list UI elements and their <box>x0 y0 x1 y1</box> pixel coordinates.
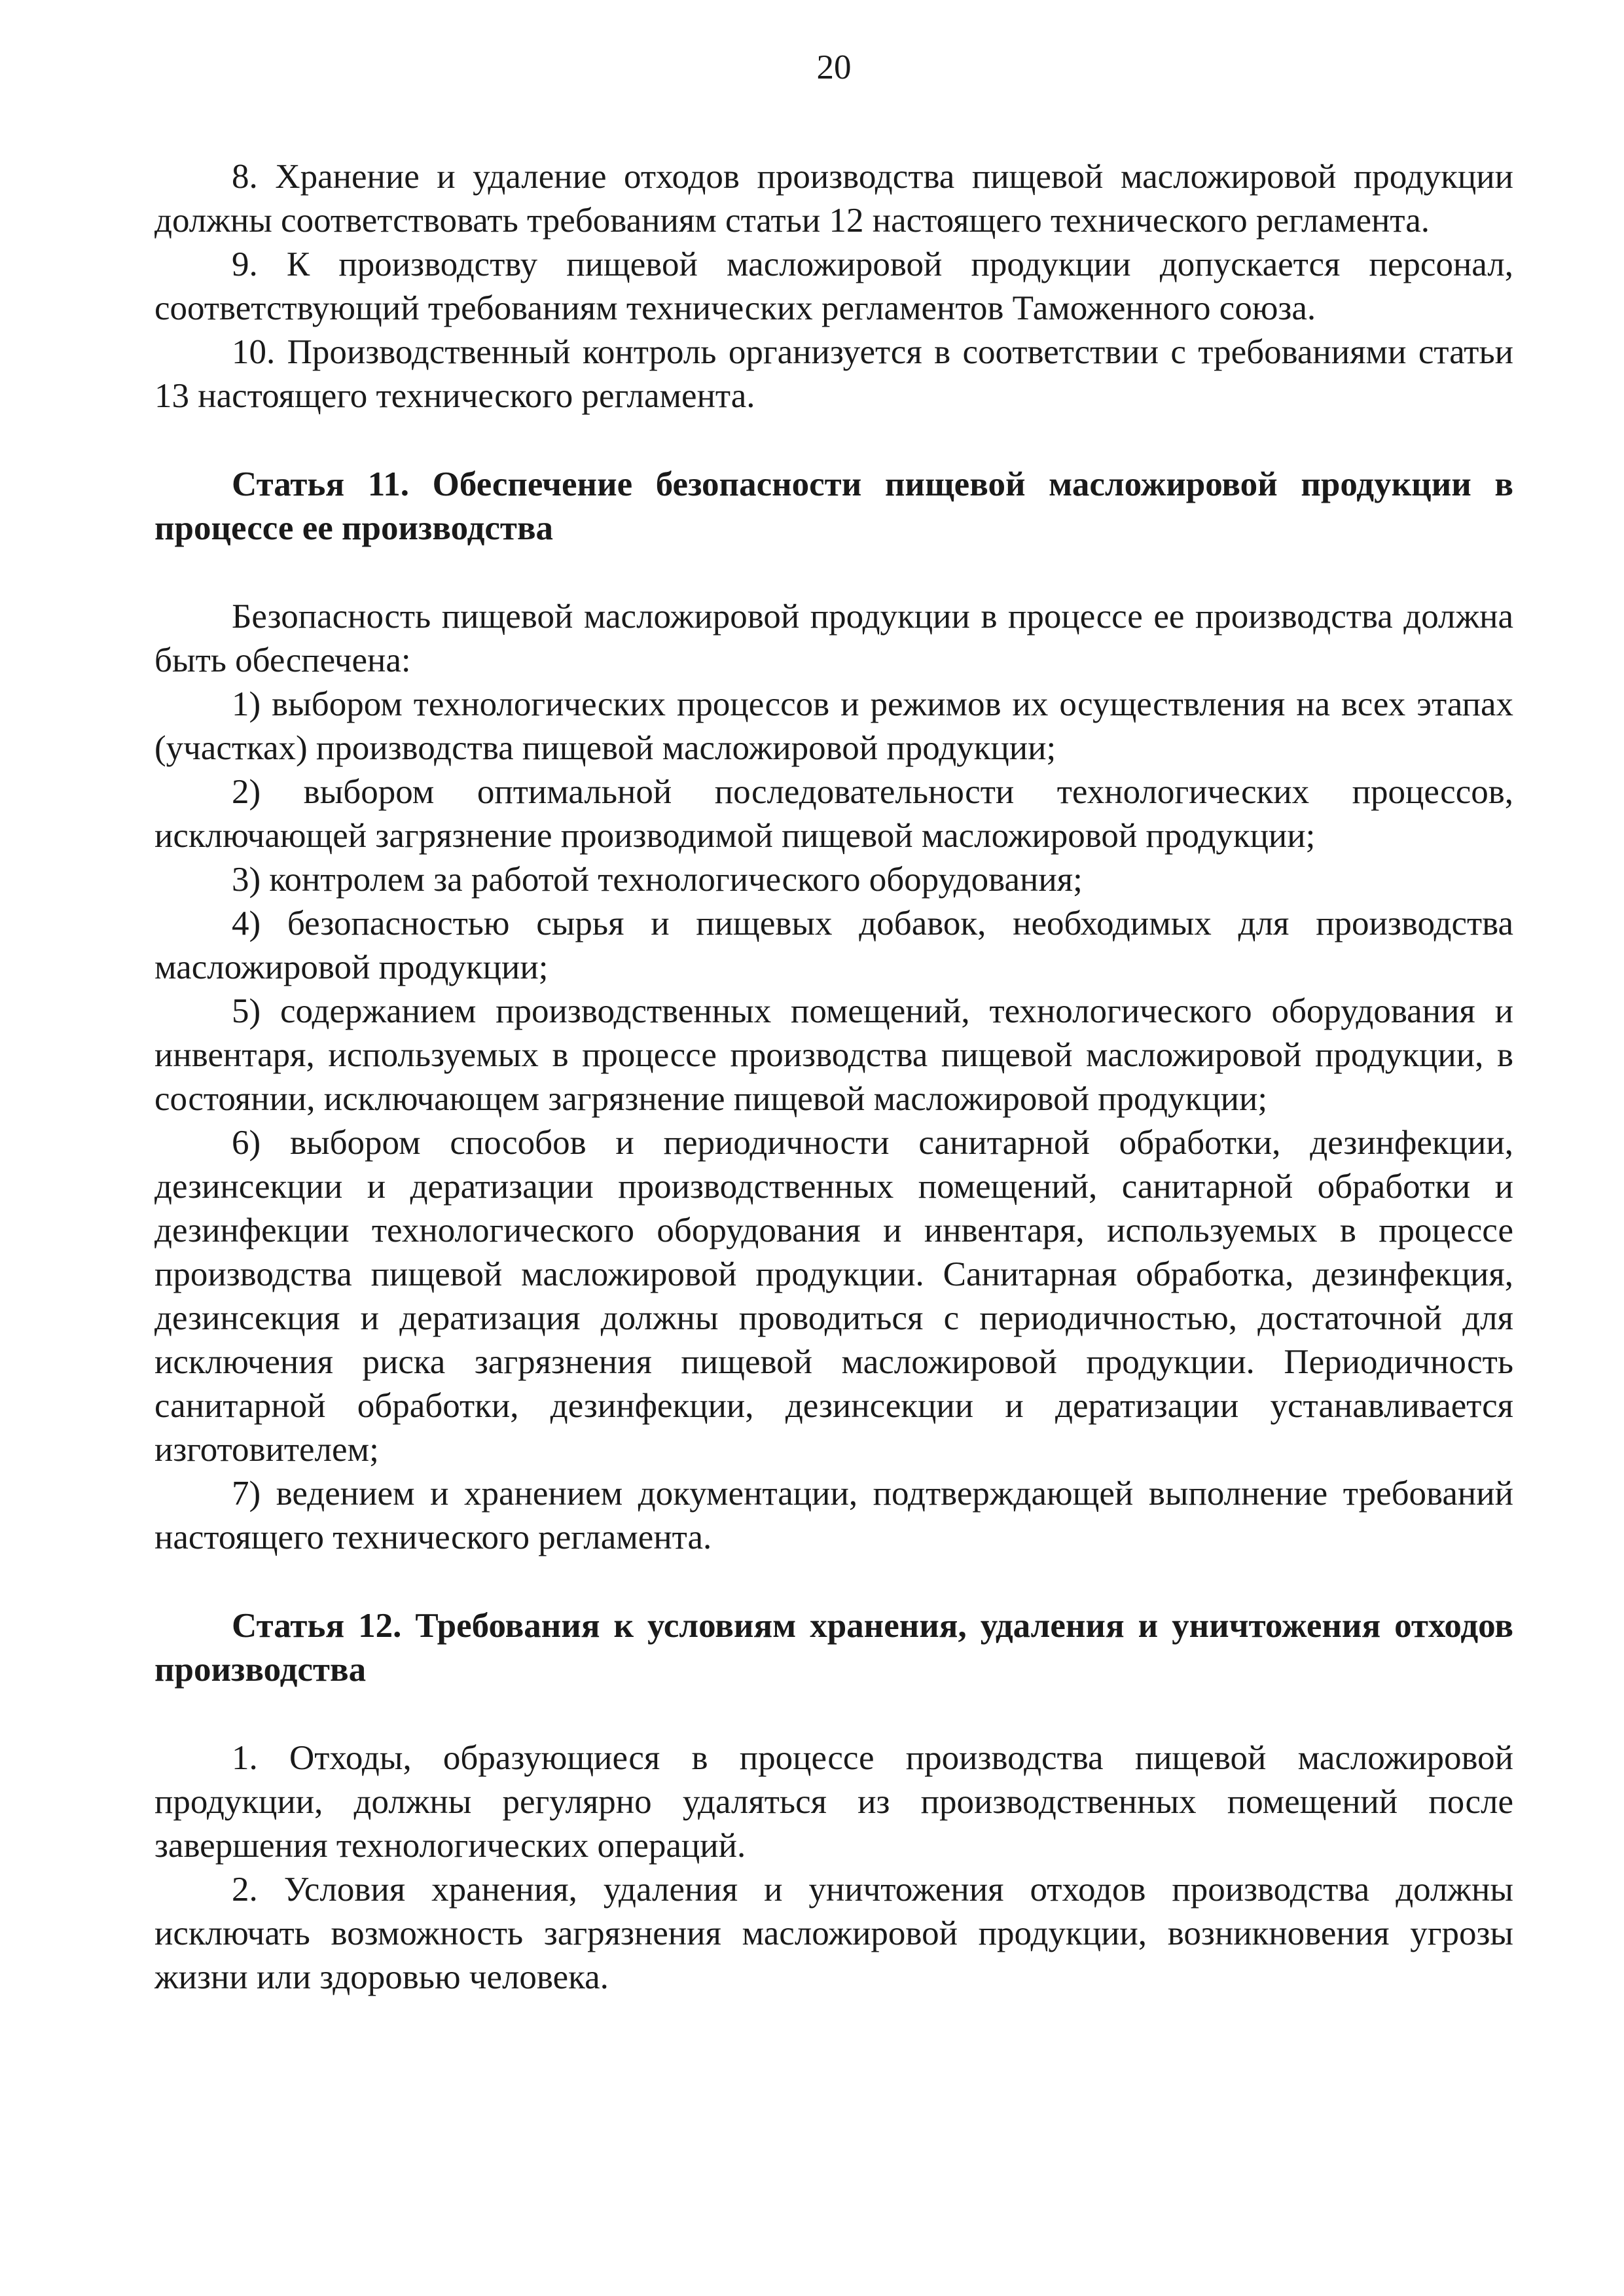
article-11-item-2: 2) выбором оптимальной последовательности технологических процессов, исключающей загрязнение производимой пищевой масложировой продукции; <box>154 773 1513 855</box>
article-12-item-2: 2. Условия хранения, удаления и уничтожения отходов производства должны исключать возможность загрязнения масложировой продукции, возникновения угрозы жизни или здоровью человека. <box>154 1871 1513 1996</box>
article-11-item-5: 5) содержанием производственных помещений, технологического оборудования и инвентаря, используемых в процессе производства пищевой масложировой продукции, в состоянии, исключающем загрязнение пищевой масложировой продукции; <box>154 992 1513 1118</box>
intro-section <box>154 155 1513 418</box>
article-12-section <box>154 1604 1513 2000</box>
article-11-section <box>154 463 1513 1560</box>
page-number: 20 <box>816 48 852 86</box>
article-11-item-3: 3) контролем за работой технологического оборудования; <box>232 861 1083 899</box>
article-11-item-7: 7) ведением и хранением документации, подтверждающей выполнение требований настоящего технического регламента. <box>154 1475 1513 1556</box>
paragraph-item-9: 9. К производству пищевой масложировой продукции допускается персонал, соответствующий требованиям технических регламентов Таможенного союза. <box>154 245 1513 327</box>
article-11-lead: Безопасность пищевой масложировой продукции в процессе ее производства должна быть обеспечена: <box>154 598 1513 679</box>
paragraph-item-10: 10. Производственный контроль организуется в соответствии с требованиями статьи 13 настоящего технического регламента. <box>154 333 1513 415</box>
article-12-item-1: 1. Отходы, образующиеся в процессе производства пищевой масложировой продукции, должны регулярно удаляться из производственных помещений после завершения технологических операций. <box>154 1739 1513 1865</box>
article-12-heading: Статья 12. Требования к условиям хранения, удаления и уничтожения отходов производства <box>154 1607 1513 1689</box>
article-11-heading: Статья 11. Обеспечение безопасности пищевой масложировой продукции в процессе ее производства <box>154 465 1513 547</box>
article-11-item-6: 6) выбором способов и периодичности санитарной обработки, дезинфекции, дезинсекции и дератизации производственных помещений, санитарной обработки и дезинфекции технологического оборудования и инвентаря, используемых в процессе производства пищевой масложировой продукции. Санитарная обработка, дезинфекция, дезинсекция и дератизация должны проводиться с периодичностью, достаточной для исключения риска загрязнения пищевой масложировой продукции. Периодичность санитарной обработки, дезинфекции, дезинсекции и дератизации устанавливается изготовителем; <box>154 1124 1513 1469</box>
article-11-item-4: 4) безопасностью сырья и пищевых добавок, необходимых для производства масложировой продукции; <box>154 905 1513 986</box>
paragraph-item-8: 8. Хранение и удаление отходов производства пищевой масложировой продукции должны соответствовать требованиям статьи 12 настоящего технического регламента. <box>154 158 1513 240</box>
document-page <box>154 46 1513 2000</box>
article-11-item-1: 1) выбором технологических процессов и режимов их осуществления на всех этапах (участках) производства пищевой масложировой продукции; <box>154 685 1513 767</box>
